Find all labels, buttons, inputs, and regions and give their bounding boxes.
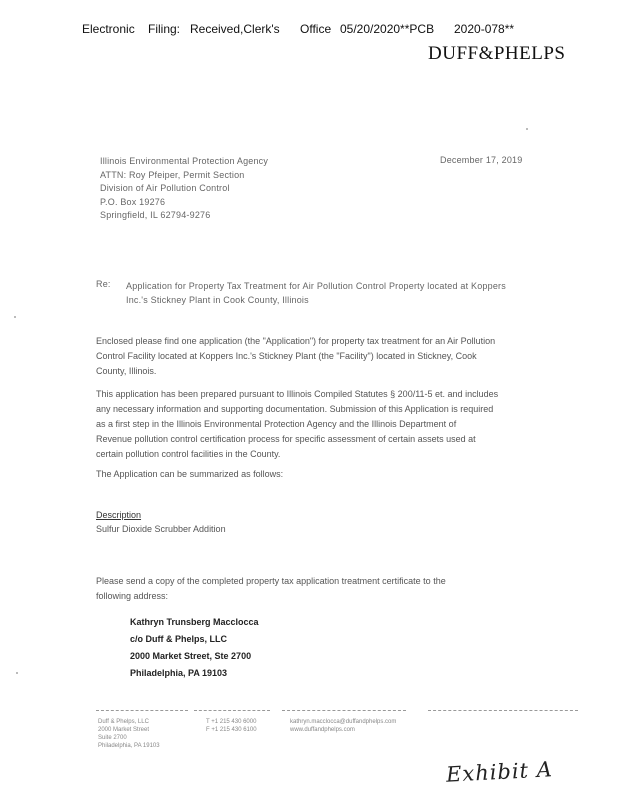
re-line: Application for Property Tax Treatment for Air Pollution Control Property located at Koppers bbox=[126, 281, 506, 291]
closing-line: following address: bbox=[96, 591, 169, 601]
scan-speck bbox=[526, 128, 528, 130]
footer-rule bbox=[194, 710, 270, 711]
footer-col-1 bbox=[98, 718, 160, 750]
paragraph-1 bbox=[96, 334, 495, 379]
footer-line: Duff & Phelps, LLC bbox=[98, 719, 149, 725]
re-block bbox=[126, 279, 506, 307]
description-line: Sulfur Dioxide Scrubber Addition bbox=[96, 524, 226, 534]
paragraph-line: Enclosed please find one application (the "Application") for property tax treatment for an Air Pollution bbox=[96, 336, 496, 346]
footer-col-3 bbox=[290, 718, 396, 734]
paragraph-line: as a first step in the Illinois Environmental Protection Agency and the Illinois Department of bbox=[96, 419, 457, 429]
footer-line: Suite 2700 bbox=[98, 735, 127, 741]
re-label: Re: bbox=[96, 279, 111, 289]
address-line: Kathryn Trunsberg Macclocca bbox=[130, 617, 259, 627]
company-logo: DUFF&PHELPS bbox=[428, 43, 566, 64]
header-date-pcb: 05/20/2020**PCB bbox=[340, 22, 435, 36]
footer-rule bbox=[428, 710, 578, 711]
description-block bbox=[96, 508, 226, 536]
address-line: 2000 Market Street, Ste 2700 bbox=[130, 651, 252, 661]
address-line: Philadelphia, PA 19103 bbox=[130, 668, 228, 678]
footer-rule bbox=[96, 710, 188, 711]
recipient-line: Springfield, IL 62794-9276 bbox=[100, 210, 211, 220]
paragraph-line: Control Facility located at Koppers Inc.'s Stickney Plant (the "Facility") located in Stickney, Cook bbox=[96, 351, 477, 361]
description-heading: Description bbox=[96, 510, 142, 520]
paragraph-line: County, Illinois. bbox=[96, 366, 157, 376]
recipient-block bbox=[100, 155, 268, 223]
paragraph-3 bbox=[96, 467, 283, 482]
recipient-line: Illinois Environmental Protection Agency bbox=[100, 156, 269, 166]
closing-paragraph bbox=[96, 574, 446, 604]
footer-col-2 bbox=[206, 718, 257, 734]
paragraph-line: The Application can be summarized as follows: bbox=[96, 469, 284, 479]
scan-speck bbox=[14, 316, 16, 318]
address-line: c/o Duff & Phelps, LLC bbox=[130, 634, 228, 644]
paragraph-2 bbox=[96, 387, 498, 462]
footer-line: kathryn.macclocca@duffandphelps.com bbox=[290, 719, 397, 725]
header-docket: 2020-078** bbox=[454, 22, 515, 36]
header-electronic: Electronic bbox=[82, 22, 135, 36]
footer-line: www.duffandphelps.com bbox=[290, 727, 355, 733]
letter-date: December 17, 2019 bbox=[440, 155, 523, 165]
paragraph-line: Revenue pollution control certification process for specific assessment of certain assets used at bbox=[96, 434, 476, 444]
recipient-line: P.O. Box 19276 bbox=[100, 196, 166, 207]
mailing-address bbox=[130, 614, 259, 682]
footer-rule bbox=[282, 710, 406, 711]
recipient-line: ATTN: Roy Pfeiper, Permit Section bbox=[100, 169, 245, 180]
scan-speck bbox=[16, 672, 18, 674]
footer-line: F +1 215 430 6100 bbox=[206, 727, 257, 733]
closing-line: Please send a copy of the completed property tax application treatment certificate to the bbox=[96, 576, 446, 586]
footer-line: Philadelphia, PA 19103 bbox=[98, 743, 160, 749]
header-received: Received,Clerk's bbox=[190, 22, 280, 36]
paragraph-line: certain pollution control facilities in the County. bbox=[96, 449, 281, 459]
paragraph-line: any necessary information and supporting documentation. Submission of this Application is required bbox=[96, 404, 494, 414]
exhibit-handwriting: Exhibit A bbox=[445, 757, 554, 787]
header-office: Office bbox=[300, 22, 332, 36]
re-line: Inc.'s Stickney Plant in Cook County, Illinois bbox=[126, 295, 309, 305]
header-filing: Filing: bbox=[148, 22, 181, 36]
paragraph-line: This application has been prepared pursuant to Illinois Compiled Statutes § 200/11-5 et. and includes bbox=[96, 389, 499, 399]
recipient-line: Division of Air Pollution Control bbox=[100, 183, 230, 193]
footer-line: 2000 Market Street bbox=[98, 727, 150, 733]
footer-line: T +1 215 430 6000 bbox=[206, 719, 257, 725]
